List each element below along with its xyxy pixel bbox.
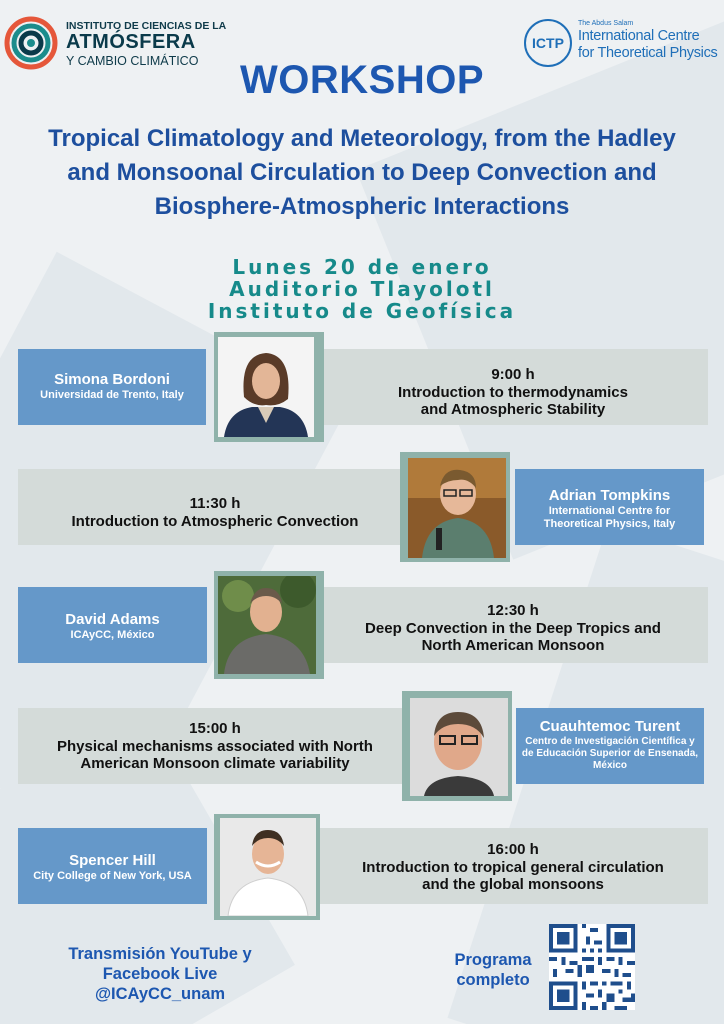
event-venue: Auditorio Tlayolotl: [229, 277, 495, 301]
speaker-name: Simona Bordoni: [54, 371, 170, 388]
program-line: completo: [456, 971, 530, 989]
speaker-affiliation: Theoretical Physics, Italy: [543, 518, 676, 530]
stream-line: Transmisión YouTube y: [68, 945, 252, 963]
ictp-line-1: International Centre: [578, 28, 700, 44]
speaker-portrait: [218, 337, 314, 437]
talk-title-line: Introduction to tropical general circulation: [362, 859, 664, 876]
talk-title-line: Introduction to Atmospheric Convection: [71, 513, 359, 530]
speaker-portrait: [410, 698, 508, 796]
stream-line: Facebook Live: [102, 965, 218, 983]
speaker-affiliation: México: [593, 760, 627, 771]
talk-time: 16:00 h: [487, 841, 539, 858]
talk-box: [18, 469, 412, 545]
session-row: [0, 455, 724, 559]
speaker-name: David Adams: [65, 611, 160, 628]
stream-handle[interactable]: @ICAyCC_unam: [94, 985, 226, 1003]
session-row: [0, 335, 724, 439]
event-details: [0, 256, 724, 322]
speaker-affiliation: Centro de Investigación Científica y: [525, 736, 695, 747]
speaker-photo: [408, 458, 506, 558]
talk-box: [18, 708, 412, 784]
talk-box: [318, 349, 708, 425]
talk-title-line: Physical mechanisms associated with North: [57, 738, 373, 755]
speaker-portrait: [218, 576, 316, 674]
qr-code-pattern: [549, 924, 635, 1010]
speaker-box: [18, 587, 207, 663]
session-row: [0, 573, 724, 677]
speaker-name: Cuauhtemoc Turent: [539, 718, 681, 735]
speaker-affiliation: City College of New York, USA: [33, 870, 192, 882]
speaker-box: [516, 708, 704, 784]
speaker-photo: [410, 698, 508, 796]
talk-box: [318, 828, 708, 904]
talk-time: 12:30 h: [487, 602, 539, 619]
talk-title-line: and Atmospheric Stability: [420, 401, 606, 418]
talk-box: [318, 587, 708, 663]
stream-info: [30, 944, 290, 1004]
logo-line-3: Y CAMBIO CLIMÁTICO: [66, 54, 199, 68]
speaker-name: Spencer Hill: [69, 852, 156, 869]
talk-title-line: Deep Convection in the Deep Tropics and: [365, 620, 661, 637]
speaker-affiliation: de Educación Superior de Ensenada,: [521, 748, 699, 759]
speaker-photo: [218, 576, 316, 674]
speaker-portrait: [220, 818, 316, 916]
ictp-line-2: for Theoretical Physics: [578, 45, 718, 61]
workshop-heading: WORKSHOP: [240, 58, 484, 102]
ictp-acronym: ICTP: [532, 35, 564, 51]
speaker-box: [515, 469, 704, 545]
talk-time: 15:00 h: [189, 720, 241, 737]
speaker-box: [18, 828, 207, 904]
talk-time: 9:00 h: [491, 366, 535, 383]
session-row: [0, 692, 724, 800]
talk-title-line: Introduction to thermodynamics: [397, 384, 628, 401]
event-institute: Instituto de Geofísica: [207, 299, 517, 323]
talk-title-line: American Monsoon climate variability: [80, 755, 350, 772]
qr-code-icon[interactable]: [549, 924, 635, 1010]
speaker-portrait: [408, 458, 506, 558]
event-date: Lunes 20 de enero: [232, 255, 492, 279]
program-label: [440, 950, 546, 990]
program-line: Programa: [454, 951, 532, 969]
speaker-affiliation: ICAyCC, México: [70, 629, 155, 641]
talk-title-line: North American Monsoon: [421, 637, 605, 654]
session-row: [0, 814, 724, 920]
speaker-photo: [218, 337, 314, 437]
logo-line-1: INSTITUTO DE CIENCIAS DE LA: [66, 20, 227, 32]
workshop-title: Tropical Climatology and Meteorology, from the Hadley and Monsoonal Circulation to Deep Convection and Biosphere-Atmospheric Interactions: [48, 125, 676, 220]
speaker-name: Adrian Tompkins: [548, 487, 671, 504]
speaker-affiliation: International Centre for: [548, 505, 671, 517]
speaker-photo: [220, 818, 316, 916]
ictp-small-line: The Abdus Salam: [578, 20, 634, 27]
logo-line-2: ATMÓSFERA: [66, 31, 196, 53]
speaker-affiliation: Universidad de Trento, Italy: [40, 389, 184, 401]
talk-title-line: and the global monsoons: [422, 876, 604, 893]
speaker-box: [18, 349, 206, 425]
talk-time: 11:30 h: [189, 495, 241, 512]
